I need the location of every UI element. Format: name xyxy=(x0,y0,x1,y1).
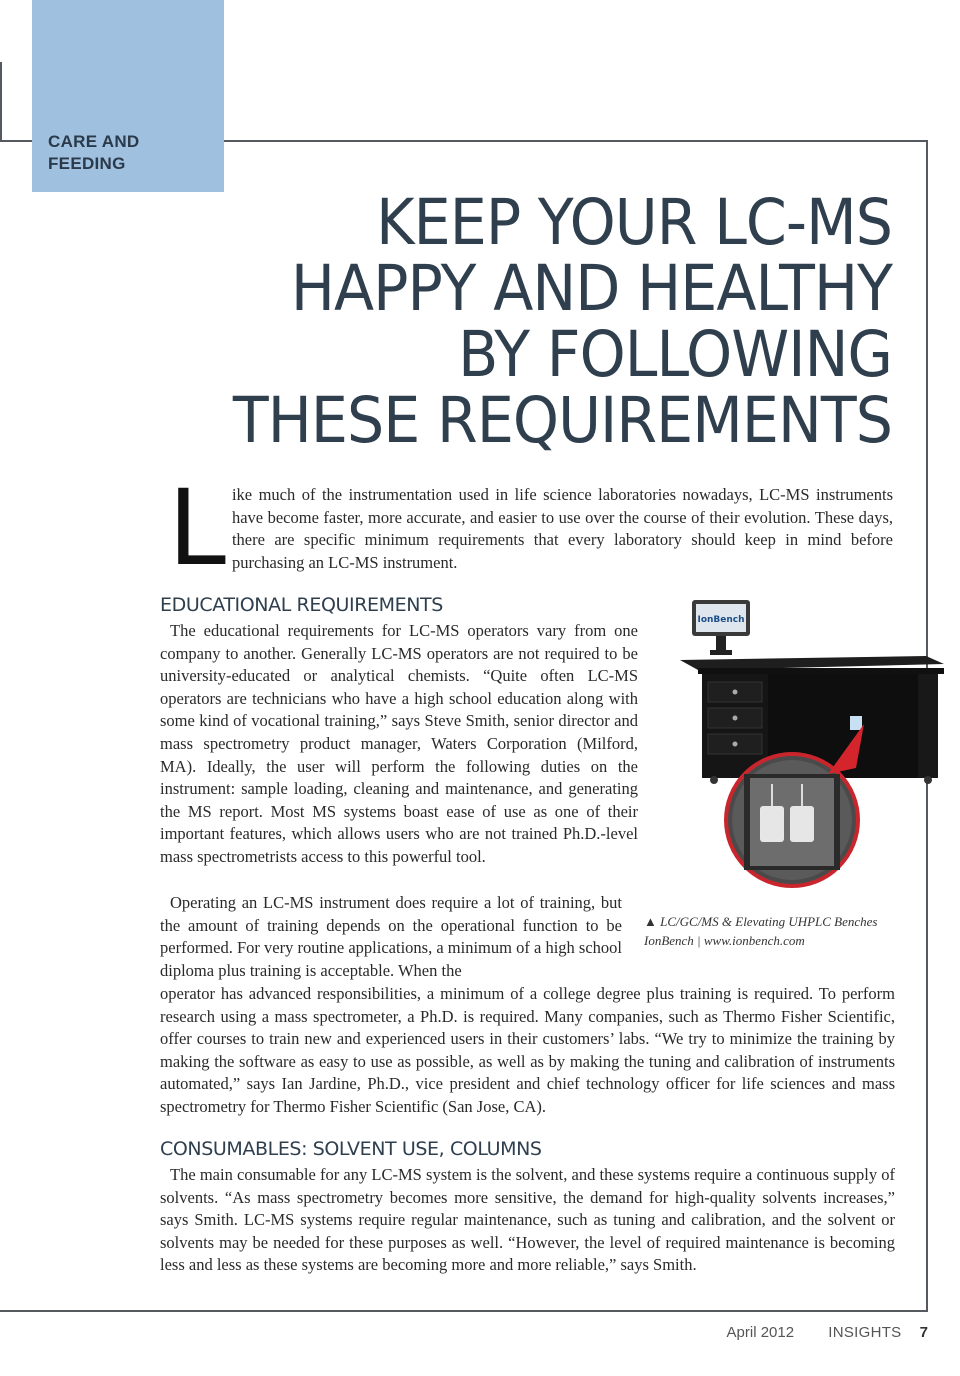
section-tab-line1: CARE AND xyxy=(48,132,140,151)
caption-line1: LC/GC/MS & Elevating UHPLC Benches xyxy=(660,914,878,929)
monitor-brand-text: IonBench xyxy=(697,615,745,625)
headline-line2: HAPPY AND HEALTHY xyxy=(290,252,892,325)
headline-line4: THESE REQUIREMENTS xyxy=(232,384,892,457)
intro-paragraph xyxy=(168,467,893,589)
footer-page-number: 7 xyxy=(919,1324,928,1341)
footer-date: April 2012 xyxy=(726,1324,795,1341)
ionbench-illustration xyxy=(678,598,946,888)
section1-paragraph2a: Operating an LC-MS instrument does require a lot of training, but the amount of training depends on the operational function to be performed. For very routine applications, a minimum of a high school diploma plus training is acceptable. When the xyxy=(160,893,622,980)
caption-line2: IonBench | www.ionbench.com xyxy=(644,933,805,948)
frame-bottom-rule xyxy=(0,1310,928,1312)
footer-magazine: INSIGHTS xyxy=(828,1324,902,1341)
section-tab-label xyxy=(48,131,140,175)
intro-text: ike much of the instrumentation used in life science laboratories nowadays, LC-MS instruments have become faster, more accurate, and easier to use over the course of their evolution. These days, there are specific minimum requirements that every laboratory should keep in mind before purchasing an LC-MS instrument. xyxy=(231,485,893,572)
section1-paragraph1: The educational requirements for LC-MS operators vary from one company to another. Generally LC-MS operators are not required to be university-educated or analytical chemists. “Quite often LC-MS operators are technicians who have a high school education along with some kind of vocational training,” says Steve Smith, senior director and mass spectrometry product manager, Waters Corporation (Milford, MA). Ideally, the user will perform the following duties on the instrument: sample loading, cleaning and maintenance, and generating the MS report. Most MS systems boast ease of use as one of their important features, which allows users who are not trained Ph.D.-level mass spectrometrists access to this powerful tool. xyxy=(160,621,638,866)
caption-arrow-icon: ▲ xyxy=(644,914,657,929)
headline-line3: BY FOLLOWING xyxy=(458,318,892,391)
section1-paragraph2b: operator has advanced responsibilities, a minimum of a college degree plus training is required. To perform research using a mass spectrometer, a Ph.D. is required. Many companies, such as Thermo Fisher Scientific, offer courses to train new and experienced users in their customers’ labs. “We try to minimize the training by making the software as easy to use as possible, as well as by making the tuning and calibration of instruments automated,” says Ian Jardine, Ph.D., vice president and chief technology officer for life sciences and mass spectrometry for Thermo Fisher Scientific (San Jose, CA). xyxy=(160,984,895,1116)
section-tab-line2: FEEDING xyxy=(48,154,126,173)
page-footer xyxy=(727,1324,928,1341)
section-tab xyxy=(32,0,224,192)
ionbench-photo xyxy=(678,598,946,888)
section-heading-consumables: CONSUMABLES: SOLVENT USE, COLUMNS xyxy=(160,1138,542,1160)
frame-left-upper xyxy=(0,62,2,142)
figure-caption xyxy=(644,912,904,950)
section2-paragraph: The main consumable for any LC-MS system is the solvent, and these systems require a continuous supply of solvents. “As mass spectrometry becomes more sensitive, the demand for high-quality solvents increases,” says Smith. LC-MS systems require regular maintenance, such as tuning and calibration, and the solvent or solvents may be needed for these purposes as well. “However, the level of required maintenance is becoming less and less as these systems are becoming more and more reliable,” says Smith. xyxy=(160,1165,895,1275)
section-heading-educational: EDUCATIONAL REQUIREMENTS xyxy=(160,594,443,616)
article-headline xyxy=(222,186,893,457)
headline-line1: KEEP YOUR LC-MS xyxy=(376,186,893,259)
drop-cap: L xyxy=(168,467,226,589)
